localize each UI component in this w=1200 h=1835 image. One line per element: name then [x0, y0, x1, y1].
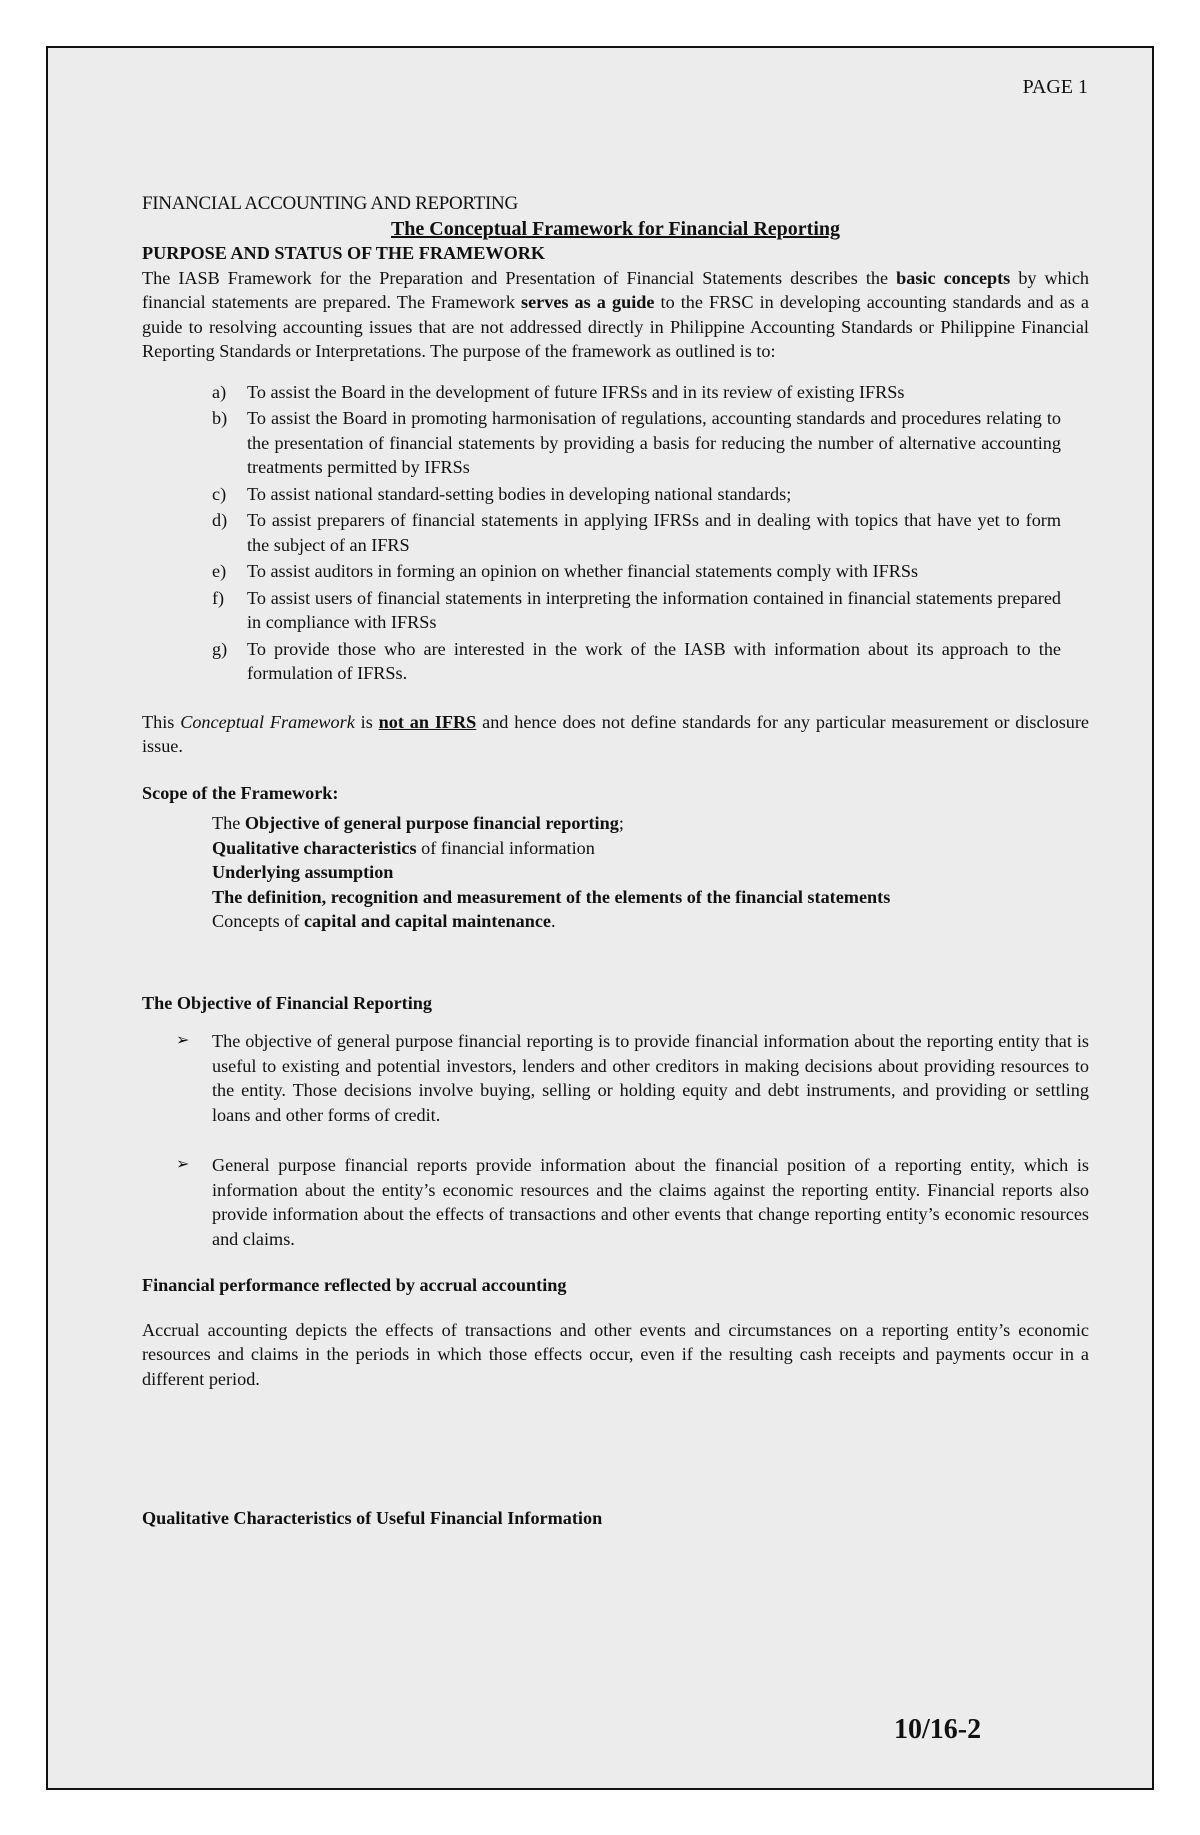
italic-run: Conceptual Framework: [180, 711, 355, 732]
arrow-bullet-icon: ➢: [176, 1156, 190, 1173]
page-number: PAGE 1: [1022, 76, 1088, 98]
scope-list: [212, 811, 1089, 934]
objective-text: General purpose financial reports provide information about the financial position of a reporting entity, which is information about the entity’s economic resources and the claims against the reporting entity. Financial reports also provide information about the effects of transactions and other events that change reporting entity’s economic resources and claims.: [212, 1155, 1089, 1249]
document-page: [46, 46, 1154, 1790]
document-body: [142, 192, 1089, 1531]
text-run: to the FRSC in developing accounting standards and as a guide to resolving accounting issues that are not addressed directly in Philippine Accounting Standards or Philippine Financial Reporting Standards or Interpretations. The purpose of the framework as outlined is to:: [142, 292, 1089, 361]
arrow-bullet-icon: ➢: [176, 1032, 190, 1049]
list-item-text: To provide those who are interested in the work of the IASB with information about its approach to the formulation of IFRSs.: [247, 638, 1061, 683]
purpose-list-item: [212, 559, 1061, 584]
bold-run: basic concepts: [896, 267, 1011, 288]
purpose-list-item: [212, 508, 1061, 557]
text-run: .: [551, 911, 556, 931]
text-run: The IASB Framework for the Preparation and Presentation of Financial Statements describes the: [142, 267, 897, 288]
list-marker: b): [212, 408, 228, 428]
scope-item: [212, 811, 1089, 836]
text-run: Concepts of: [212, 911, 304, 931]
bold-run: capital and capital maintenance: [303, 911, 551, 931]
purpose-heading: PURPOSE AND STATUS OF THE FRAMEWORK: [142, 243, 546, 263]
bold-run: Objective of general purpose financial reporting: [244, 813, 619, 833]
accrual-heading: Financial performance reflected by accrual accounting: [142, 1275, 567, 1295]
bold-run: Qualitative characteristics: [212, 837, 417, 858]
list-item-text: To assist the Board in the development of future IFRSs and in its review of existing IFRSs: [247, 381, 905, 402]
list-marker: e): [212, 561, 227, 581]
objective-list: [142, 1029, 1089, 1251]
text-run: of financial information: [416, 837, 595, 858]
purpose-list-item: [212, 406, 1061, 480]
purpose-paragraph: [142, 266, 1089, 364]
framework-note: [142, 710, 1089, 759]
scope-item: [212, 836, 1089, 861]
list-item-text: To assist the Board in promoting harmonisation of regulations, accounting standards and procedures relating to the presentation of financial statements by providing a basis for reducing the number of alternative accounting treatments permitted by IFRSs: [247, 408, 1061, 477]
text-run: by which financial statements are prepared. The Framework: [142, 267, 1089, 312]
accrual-paragraph: Accrual accounting depicts the effects of transactions and other events and circumstances on a reporting entity’s economic resources and claims in the periods in which those effects occur, even if the resulting cash receipts and payments occur in a different period.: [142, 1319, 1089, 1389]
bold-run: serves as a guide: [521, 292, 655, 312]
objective-item: [176, 1153, 1089, 1251]
list-marker: a): [212, 381, 227, 402]
text-run: and hence does not define standards for any particular measurement or disclosure issue.: [142, 711, 1089, 756]
bold-run: Underlying assumption: [212, 862, 394, 882]
objective-item: [176, 1029, 1089, 1127]
list-marker: g): [212, 638, 228, 659]
scope-heading: Scope of the Framework:: [142, 782, 339, 803]
text-run: ;: [618, 813, 624, 833]
text-run: is: [354, 711, 379, 732]
list-marker: d): [212, 510, 228, 530]
section-title: The Conceptual Framework for Financial Reporting: [390, 217, 841, 240]
scope-item: [212, 909, 1089, 934]
document-title: FINANCIAL ACCOUNTING AND REPORTING: [142, 193, 518, 214]
document-code: 10/16-2: [894, 1714, 982, 1745]
bold-run: The definition, recognition and measurement of the elements of the financial statements: [212, 886, 891, 907]
scope-item: [212, 885, 1089, 910]
objective-text: The objective of general purpose financial reporting is to provide financial information about the reporting entity that is useful to existing and potential investors, lenders and other creditors in making decisions about providing resources to the entity. Those decisions involve buying, selling or holding equity and debt instruments, and providing or settling loans and other forms of credit.: [212, 1031, 1089, 1125]
list-marker: f): [212, 587, 225, 608]
text-run: The: [212, 813, 245, 833]
purpose-list-item: [212, 482, 1061, 507]
list-item-text: To assist auditors in forming an opinion on whether financial statements comply with IFRSs: [247, 561, 919, 581]
text-run: This: [142, 711, 181, 732]
purpose-list-item: [212, 380, 1061, 405]
purpose-list-item: [212, 586, 1061, 635]
list-marker: c): [212, 483, 227, 504]
scope-item: [212, 860, 1089, 885]
list-item-text: To assist preparers of financial statements in applying IFRSs and in dealing with topics that have yet to form the subject of an IFRS: [247, 510, 1061, 555]
purpose-list: [142, 380, 1089, 686]
emphasis-run: not an IFRS: [378, 711, 477, 732]
list-item-text: To assist national standard-setting bodies in developing national standards;: [247, 483, 792, 504]
objective-heading: The Objective of Financial Reporting: [142, 992, 432, 1013]
qualitative-heading: Qualitative Characteristics of Useful Financial Information: [142, 1508, 603, 1528]
purpose-list-item: [212, 637, 1061, 686]
list-item-text: To assist users of financial statements in interpreting the information contained in financial statements prepared in compliance with IFRSs: [247, 587, 1061, 632]
